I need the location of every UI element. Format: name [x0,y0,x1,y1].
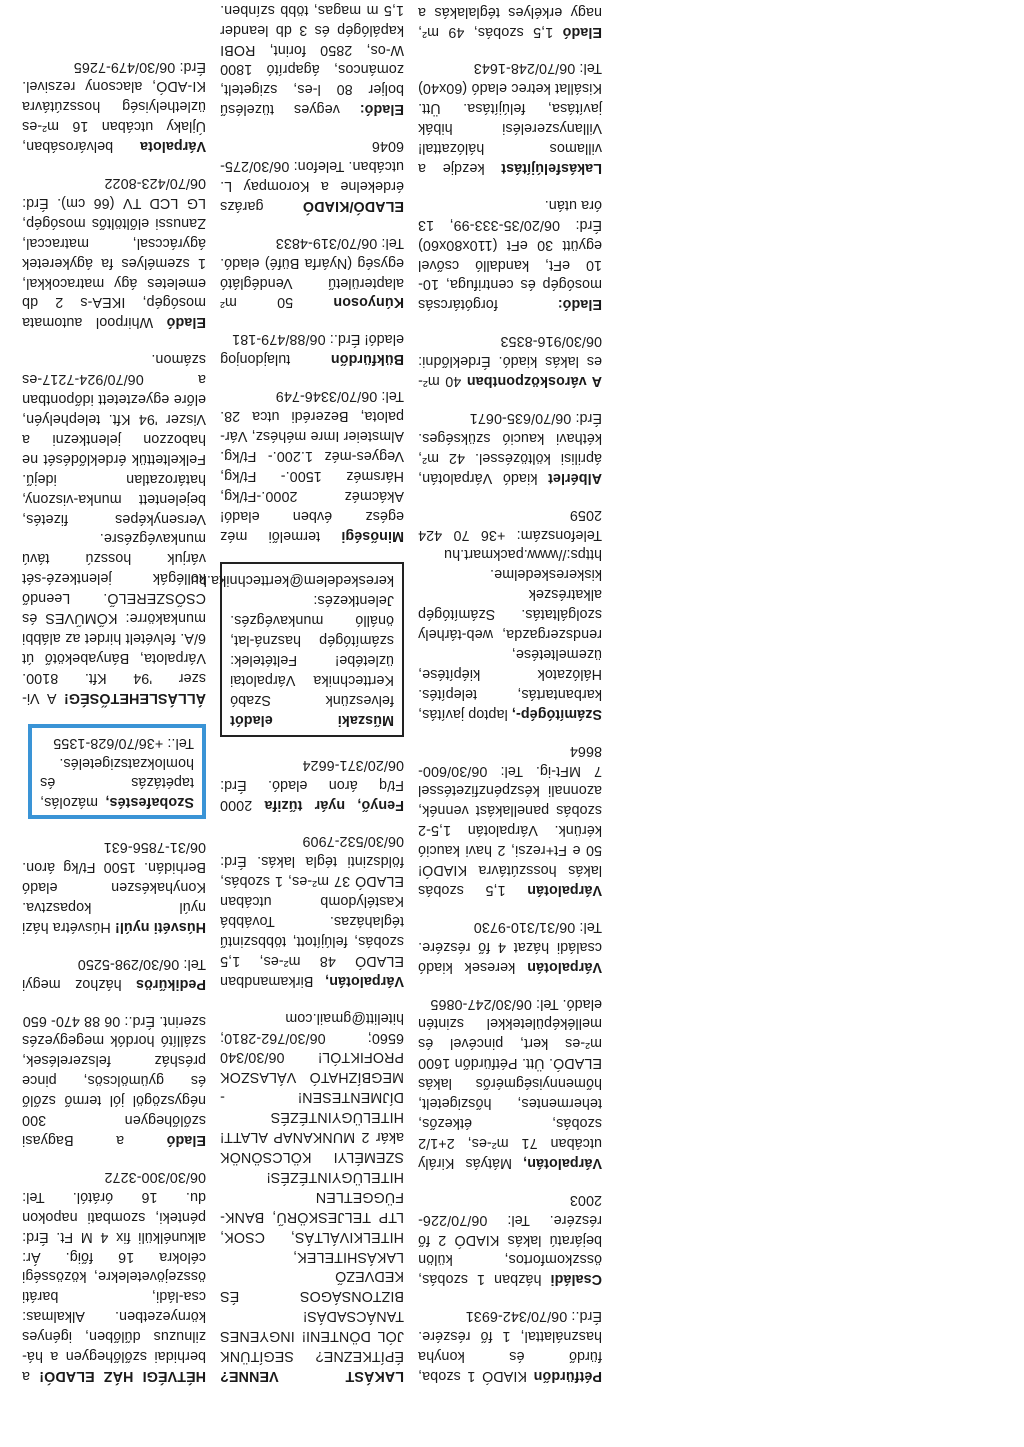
ad-text: a Bagyasi szőlőhegyen 300 négyszögöl jól termő szőlő és gyümölcsös, pince présház felszerelések, szállító hordók megegyezés szerint. Érd.: 06 88 470- 650 [22,1012,206,1149]
ad-firewood [220,754,404,814]
ad-keyword: Várpalotán, [325,972,404,989]
ad-keyword: Eladó: [359,101,404,118]
ad-boiler [220,0,404,118]
ad-keyword: A városközpontban [466,373,602,390]
ad-text: Mátyás Király utcában 71 m²-es, 2+1/2 szobás, étkezős, tehermentes, hőszigetelt, hőmennyiségmérős lakás ELADÓ. Ütt. Pétfürdőn 1600 m²-es kert, pincével és melléképületekkel szintén eladó. Tel: 06/30/247-0865 [418,995,602,1171]
ad-text: Whirpool automata mosógép, IKEA-s 2 db emeletes ágy matracokkal, 1 személyes fa ágykeretek ágyráccsal, matraccal, Zanussi előltöltős mosógép, LG LCD TV (66 cm). Érd: 06/70/423-8022 [22,175,206,331]
ad-text: kezdje a villamos hálózattal! Villanyszerelési hibák javítása, felújítása. Ütt. Kisállat ketrec eladó (60x40) Tel: 06/70/248-1643 [418,60,602,176]
ad-keyword: Eladó [166,314,206,331]
ad-text: KIADÓ 1 szoba, fürdő és konyha használattal, 1 fő részére. Érd.: 06/70/342-6931 [418,1308,602,1384]
ad-apartments-varpalota [220,831,404,990]
ad-vineyard-for-sale [22,1010,206,1149]
ad-washing-machine [418,194,602,313]
ad-shop-rental [22,56,206,156]
ad-keyword: Minőségi [341,527,404,544]
ad-appliances [22,172,206,331]
ad-city-center-flat [418,330,602,390]
ad-job-offer [22,348,206,706]
ad-keyword: Várpalotán, [523,1154,602,1171]
ad-electrician [418,58,602,177]
ad-text: 1,5 szobás lakás hosszútávra KIADÓ! 50 e Ft+rezsi, 2 havi kaució kérünk. Várpalotán 1,5-2 szobás panellakást vennék, azonnali készpénzfizetéssel 7 MFt-ig. Tel: 06/30/600-8664 [418,742,602,898]
ad-family-house-room [418,1189,602,1289]
ads-column-1 [22,39,206,1385]
ad-sublet [418,407,602,487]
ad-keyword: Kúnyoson [333,294,404,311]
ad-text: forgótárcsás mosógép és centrifuga, 10-10 eFt, kandalló csővel együtt 30 eFt (110x80x60) Érd: 06/20/35-333-99, 13 óra után. [418,196,602,313]
ad-keyword: Családi [550,1271,602,1288]
ad-text: ÉPÍTKEZNE? SEGÍTÜNK JÓL DÖNTENI! INGYENES TANÁCSADÁS! BIZTONSÁGOS ÉS KEDVEZŐ LAKÁSHITELEK, HITELKIVÁLTÁS, CSOK, LTP TELJESKÖRŰ, BANK-FÜGGETLEN HITELÜGYINTÉZÉS! SZEMÉLYI KÖLCSÖNÖK akár 2 MUNKANAP ALATT! HITELÜGYINTÉZÉS DÍJMENTESEN! - MEGBÍZHATÓ VÁLASZOK PROFIKTÓL! 06/30/340 6560; 06/30/762-2810; hitelitt@gmail.com [220,1009,404,1365]
ad-painting-boxed [28,724,206,820]
ads-column-2 [190,0,404,1385]
ad-salesperson-boxed [190,562,404,737]
ad-computer-service [418,504,602,723]
ad-text: felveszünk Szabó Kerttechnika Várpalotai üzletébe! Feltételek: számítógép haszná-lat, önálló munkavégzés. Jelentkezés: kereskedelem@kerttechnika.hu [190,572,394,708]
ad-text: 2000 Ft/q áron eladó. Érd: 06/20/371-6624 [220,756,404,813]
ad-text: belvárosában, Újlaky utcában 16 m²-es üzlethelyiség hosszútávra KI-ADÓ, alacsony rezsivel. Érd: 06/30/479-7265 [22,58,206,155]
ad-mortgage [220,1007,404,1385]
ad-keyword: Várpalotán [527,958,602,975]
ad-keyword: Albérlet [547,469,602,486]
ad-matyas-kiraly-flat [418,993,602,1172]
ad-text: kiadó Várpalotán, áprilisi költözéssel. 42 m², kéthavi kaució szükséges. Érd: 06/70/635-0671 [418,410,602,486]
ad-keyword: Pedikűrös [135,975,206,992]
ad-text: A Vi-szer '94 Kft. 8100. Várpalota, Bányabekötő út 6/A. felvételt hirdet az alábbi munkakörre: KŐMŰVES és CSŐSZERELŐ. Leendő kollégák jelentkezé-sét várjuk hosszú távú munkavégzésre. Versenyképes fizetés, bejelentett munka-viszony, határozatlan idejű. Felkeltettük érdeklődését ne habozzon jelentkezni a Viszer '94 Kft. telephelyén, előre egyeztetett időpontban a 06/70/924-7217-es számon. [22,351,206,706]
ad-text: vegyes tüzelésű boljer 80 l-es, szigetelt, zománcos, ágaprító 1800 W-os, 2850 forint, ROBI kapálógép és 3 db leander 1,5 m magas, több színben. [220,1,404,118]
ad-keyword: Várpalota [139,138,206,155]
ad-text: garázs érdekelne a Korompay L. utcában. Telefon: 06/30/275-6046 [220,138,404,214]
ad-timeshare [220,329,404,369]
ad-keyword: LAKÁST VENNE? [220,1368,404,1384]
ad-keyword: Eladó [562,23,602,40]
ad-text: Birkamandban ELADÓ 48 m²-es, 1,5 szobás, felújított, többszintű téglaházas. Továbbá Kastélydomb utcában ELADÓ 37 m²-es, 1 szobás, földszinti tégla lakás. Érd: 06/30/532-7909 [220,833,404,989]
ad-brick-flat [418,0,602,41]
ad-honey [220,385,404,544]
ad-keyword: ELADÓ/KIADÓ [302,197,404,214]
ads-column-3 [418,0,602,1385]
ad-keyword: Bükfürdőn [330,351,404,368]
ad-buffet [220,232,404,312]
ad-keyword: Várpalotán [527,881,602,898]
ad-text: mázolás, tapétázás és homlokzatszigetelés. Tel.: +36/70/628-1355 [40,734,194,811]
ad-keyword: Fenyő, nyár tűzifa [264,796,404,813]
ad-pedicure [22,953,206,993]
ad-text: 40 m²-es lakás kiadó. Érdeklődni: 06/30/916-8353 [417,333,602,390]
ad-weekend-house [22,1166,206,1385]
ad-keyword: Eladó [166,1132,206,1149]
ad-flat-rent-buy [418,740,602,899]
ad-text: laptop javítás, karbantartás, telepítés. Hálózatok kiépítése, üzemeltetése, rendszergazda, web-tárhely szolgáltatás. Számítógép alkatrészek kiskereskedelme. https://www.packmart.hu Telefonszám: +36 70 424 2059 [418,506,602,722]
ad-house-wanted [418,916,602,976]
ad-keyword: Szobafestés, [105,794,194,811]
ad-text: Húsvétra házi nyúl kopasztva. Konyhakészen eladó Berhidán. 1500 Ft/kg áron. 06/31-7856-631 [22,839,206,935]
ad-keyword: Húsvéti nyúl! [114,918,206,935]
ad-text: házhoz megyi Tel: 06/30/298-5250 [22,955,206,992]
ad-text: 50 m² alapterületű Vendéglátó egység (Nyárfa Büfé) eladó. Tel: 06/70/319-4833 [220,234,404,311]
ad-text: termelői méz egész évben eladó! Akácméz 2000.-Ft/kg, Hársméz 1500.- Ft/kg, Vegyes-méz 1.200.- Ft/kg. Almsteier Imre méhész, Vár-palota, Bezerédi utca 28. Tel: 06/70/3346-749 [220,388,404,544]
ad-text: tulajdonjog eladó! Érd.: 06/88/479-181 [220,331,404,368]
ad-text: házban 1 szobás, összkomfortos, külön bejáratú lakás KIADÓ 2 fő részére. Tel: 06/70/226-2003 [418,1191,602,1288]
ad-keyword: Műszaki eladót [230,711,394,728]
ad-keyword: HÉTVÉGI HÁZ ELADÓ! [39,1368,206,1384]
ad-keyword: Számítógép-, [511,705,602,722]
ad-room-petfurdo [418,1305,602,1385]
ad-text: a berhidai szőlőhegyen a há-zilnuzus dűlőben, igényes környezetben. Alkalmas: csa-ládi, baráti összejövetelekre, közösségi célokra 16 főig. Ár: alkunélküli fix 4 M Ft. Érd: pénteki, szombati napokon du. 16 órától. Tel: 06/30/300-3272 [22,1168,206,1384]
ad-text: 1,5 szobás, 49 m², nagy erkélyes téglalakás a [418,3,602,40]
ad-keyword: Eladó: [557,296,602,313]
ad-keyword: Pétfürdőn [533,1368,602,1384]
ad-text: keresek kiadó családi házat 4 fő részére. Tel: 06/31/310-9730 [418,918,602,975]
ad-keyword: Lakásfelújítást [501,159,602,176]
ad-easter-rabbit [22,836,206,936]
ad-garage [220,135,404,215]
ad-keyword: ÁLLÁSLEHETŐSÉG! [63,689,206,706]
